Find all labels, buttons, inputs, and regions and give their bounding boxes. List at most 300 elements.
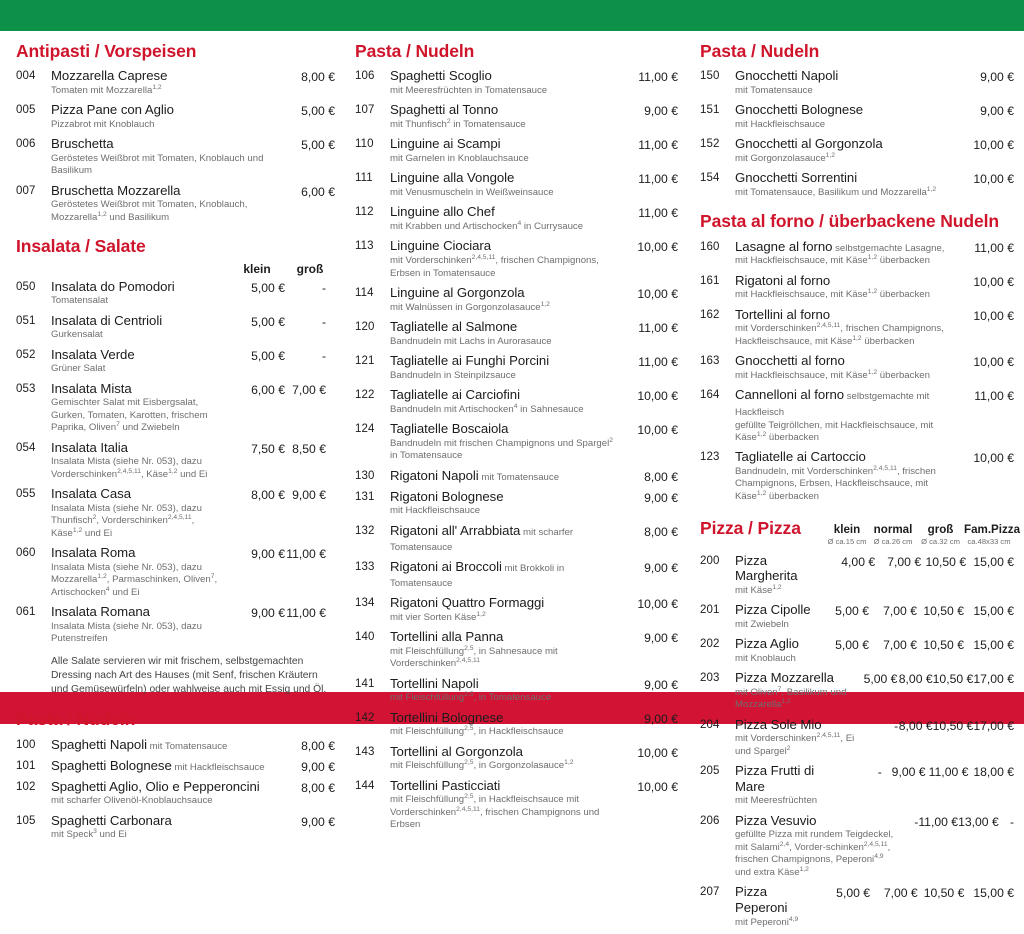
- item-name: Insalata Verde: [51, 346, 135, 362]
- item-body: [390, 102, 626, 131]
- item-body: [51, 813, 283, 842]
- item-price-large: -: [321, 280, 326, 295]
- item-price: 10,00 €: [637, 423, 678, 438]
- item-price-normal: 7,00 €: [883, 638, 917, 653]
- item-name: Cannelloni al forno selbstgemachte mit Hackfleisch: [735, 387, 930, 418]
- item-name: Tagliatelle ai Carciofini: [390, 387, 520, 403]
- item-name: Spaghetti Scoglio: [390, 68, 492, 84]
- item-description: mit Fleischfüllung$^{2,5}$, in Tomatensauce: [390, 691, 552, 704]
- item-price: 10,00 €: [637, 597, 678, 612]
- item-number: 121: [355, 355, 375, 368]
- item-number: 106: [355, 70, 375, 83]
- item-price: 9,00 €: [644, 490, 678, 505]
- item-price: 11,00 €: [638, 70, 678, 85]
- item-price-normal: 7,00 €: [883, 604, 917, 619]
- item-description: mit Fleischfüllung$^{2,5}$, in Gorgonzolasauce$^{1,2}$: [390, 759, 574, 772]
- menu-item: [700, 170, 1014, 199]
- menu-item: [355, 204, 678, 233]
- item-body: [735, 102, 962, 131]
- antipasti-item-list: [16, 68, 335, 224]
- item-number: 151: [700, 104, 720, 117]
- item-name: Insalata Romana: [51, 604, 150, 620]
- item-name: Tagliatelle ai Funghi Porcini: [390, 353, 550, 369]
- item-description: Gemischter Salat mit Eisbergsalat, Gurken, Tomaten, Karotten, frischem Paprika, Oliven$^7$ und Zwiebeln: [51, 397, 208, 434]
- item-number: 164: [700, 389, 720, 402]
- item-price: 11,00 €: [974, 389, 1014, 404]
- pizza-size-column-normal: [869, 524, 917, 547]
- item-number: 144: [355, 779, 375, 792]
- item-price-klein: 5,00 €: [836, 886, 871, 901]
- item-name: Linguine allo Chef: [390, 204, 495, 220]
- item-number: 100: [16, 738, 36, 751]
- item-price: 11,00 €: [638, 321, 678, 336]
- item-body: [390, 285, 626, 314]
- item-body: [390, 523, 626, 554]
- item-body: [735, 68, 962, 97]
- item-description: mit Garnelen in Knoblauchsauce: [390, 152, 529, 164]
- item-price-gross: 10,50 €: [925, 554, 967, 569]
- item-number: 114: [355, 287, 374, 299]
- item-number: 006: [16, 138, 36, 151]
- item-price-familie: 17,00 €: [973, 718, 1014, 733]
- item-number: 053: [16, 382, 36, 395]
- menu-item: [16, 604, 335, 646]
- menu-item: [16, 68, 335, 97]
- item-price-familie: -: [1009, 814, 1014, 829]
- menu-item: [355, 523, 678, 554]
- section-heading-pasta-al-forno: Pasta al forno / überbackene Nudeln: [700, 211, 999, 232]
- section-heading-antipasti: Antipasti / Vorspeisen: [16, 41, 197, 61]
- item-price: 11,00 €: [974, 240, 1014, 255]
- item-price-large: 8,50 €: [292, 441, 326, 456]
- item-price: 10,00 €: [637, 287, 678, 301]
- item-price: 9,00 €: [301, 814, 335, 829]
- item-inline-description: selbstgemachte mit Hackfleisch: [735, 391, 930, 418]
- menu-item: [355, 285, 678, 314]
- item-description: Tomaten mit Mozzarella$^{1,2}$: [51, 83, 162, 96]
- item-price-familie: 15,00 €: [973, 886, 1015, 901]
- item-body: [51, 68, 283, 97]
- menu-item: [16, 737, 335, 753]
- item-price-gross: 10,50 €: [932, 672, 974, 687]
- item-price: 10,00 €: [637, 389, 678, 404]
- item-name: Pizza Cipolle: [735, 602, 811, 618]
- menu-item: [16, 440, 335, 482]
- item-name: Insalata Mista: [51, 380, 132, 396]
- menu-item: [700, 884, 1014, 929]
- menu-item: [700, 239, 1014, 268]
- item-price-gross: 10,50 €: [923, 638, 964, 653]
- item-name: Spaghetti Napoli mit Tomatensauce: [51, 736, 228, 752]
- item-description: mit Hackfleischsauce, mit Käse$^{1,2}$ überbacken: [735, 254, 930, 267]
- menu-item: [700, 636, 1014, 665]
- item-description: mit Hackfleischsauce: [390, 505, 481, 517]
- item-name: Linguine alla Vongole: [390, 170, 515, 186]
- item-body: [735, 636, 825, 665]
- item-price-klein: 5,00 €: [863, 672, 898, 687]
- item-body: [735, 273, 962, 302]
- item-price: 9,00 €: [644, 677, 678, 692]
- item-description: mit Meeresfrüchten in Tomatensauce: [390, 84, 548, 96]
- item-name: Spaghetti Carbonara: [51, 812, 172, 828]
- item-number: 154: [700, 172, 720, 185]
- menu-item: [16, 102, 335, 131]
- pasta-item-list-1: [16, 737, 335, 842]
- item-number: 161: [700, 274, 720, 287]
- item-price: 9,00 €: [644, 711, 678, 726]
- menu-item: [355, 353, 678, 382]
- menu-item: [700, 353, 1014, 382]
- item-description: Insalata Mista (siehe Nr. 053), dazu Mozzarella$^{1,2}$, Parmaschinken, Oliven$^7$, Artischocken$^4$ und Ei: [51, 561, 218, 598]
- item-body: [390, 559, 626, 590]
- item-name: Pizza Mozzarella: [735, 670, 834, 686]
- item-price-large: 9,00 €: [292, 488, 326, 503]
- item-body: [51, 440, 229, 482]
- item-name: Gnocchetti Bolognese: [735, 102, 864, 118]
- item-description: mit Hackfleischsauce, mit Käse$^{1,2}$ überbacken: [735, 368, 930, 381]
- item-description: mit Fleischfüllung$^{2,5}$, in Sahnesauce mit Vorderschinken$^{2,4,5,11}$: [390, 644, 558, 670]
- item-name: Tortellini al Gorgonzola: [390, 743, 523, 759]
- item-price-klein: 5,00 €: [835, 604, 869, 619]
- menu-item: [700, 602, 1014, 631]
- item-inline-description: mit Brokkoli in Tomatensauce: [390, 562, 565, 590]
- item-number: 105: [16, 814, 36, 827]
- item-description: mit Fleischfüllung$^{2,5}$, in Hackfleischsauce: [390, 725, 564, 738]
- item-description: Insalata Mista (siehe Nr. 053), dazu Putenstreifen: [51, 620, 202, 645]
- item-price-familie: 18,00 €: [973, 765, 1015, 780]
- item-description: mit vier Sorten Käse$^{1,2}$: [390, 610, 486, 623]
- item-number: 122: [355, 389, 375, 402]
- item-price-gross: 10,50 €: [932, 718, 974, 733]
- item-name: Pizza Margherita: [735, 552, 798, 584]
- menu-item: [700, 307, 1014, 349]
- item-name: Lasagne al forno selbstgemachte Lasagne,: [735, 238, 945, 254]
- item-body: [51, 183, 283, 225]
- menu-item: [16, 381, 335, 435]
- item-name: Pizza Sole Mio: [735, 716, 822, 732]
- item-name: Tagliatelle al Salmone: [390, 319, 518, 335]
- item-name: Tortellini alla Panna: [390, 629, 504, 645]
- item-price-gross: 10,50 €: [923, 604, 964, 619]
- pizza-size-label: groß: [927, 522, 954, 536]
- item-price: 9,00 €: [644, 631, 678, 646]
- item-price: 10,00 €: [973, 274, 1014, 289]
- item-price: 9,00 €: [644, 104, 678, 119]
- item-name: Linguine ai Scampi: [390, 136, 501, 152]
- item-price-klein: -: [894, 718, 899, 733]
- item-price-small: 9,00 €: [251, 547, 285, 562]
- item-number: 051: [16, 314, 36, 327]
- item-number: 111: [355, 172, 373, 185]
- item-description: Bandnudeln mit Lachs in Aurorasauce: [390, 335, 552, 347]
- item-description: mit Vorderschinken$^{2,4,5,11}$, frischen Champignons, Erbsen in Tomatensauce: [390, 253, 599, 279]
- item-description: mit Tomatensauce, Basilikum und Mozzarella$^{1,2}$: [735, 185, 937, 198]
- item-number: 162: [700, 308, 720, 321]
- item-body: [51, 279, 229, 308]
- item-name: Gnocchetti Sorrentini: [735, 170, 858, 186]
- menu-item: [16, 183, 335, 225]
- item-description: Bandnudeln, mit Vorderschinken$^{2,4,5,11}$, frischen Champignons, Erbsen, Hackfleischsauce, mit Käse$^{1,2}$ überbacken: [735, 464, 936, 502]
- item-name: Insalata di Centrioli: [51, 312, 163, 328]
- section-heading-pasta-3: Pasta / Nudeln: [700, 41, 820, 61]
- pizza-item-list: [700, 553, 1014, 929]
- pizza-size-column-fampizza: [964, 522, 1021, 547]
- menu-item: [700, 670, 1014, 712]
- menu-item: [355, 387, 678, 416]
- menu-item: [16, 279, 335, 308]
- item-price-gross: 10,50 €: [923, 886, 965, 901]
- item-description: Grüner Salat: [51, 363, 106, 375]
- item-body: [735, 602, 825, 631]
- menu-item: [355, 102, 678, 131]
- salad-header-gross: groß: [296, 261, 324, 276]
- salad-item-list: [16, 279, 335, 646]
- item-description: mit Speck$^3$ und Ei: [51, 828, 127, 841]
- item-body: [735, 884, 826, 929]
- gnocchetti-item-list: [700, 68, 1014, 199]
- item-name: Rigatoni al forno: [735, 272, 831, 288]
- menu-item: [16, 313, 335, 342]
- item-description: mit Walnüssen in Gorgonzolasauce$^{1,2}$: [390, 300, 550, 313]
- item-description: mit Krabben und Artischocken$^4$ in Currysauce: [390, 219, 584, 233]
- item-body: [51, 779, 283, 808]
- item-description: Pizzabrot mit Knoblauch: [51, 118, 155, 130]
- item-body: [735, 170, 962, 199]
- section-heading-pasta-1: Pasta / Nudeln: [16, 709, 136, 730]
- item-body: [390, 353, 626, 382]
- item-description: Bandnudeln mit Artischocken$^4$ in Sahnesauce: [390, 402, 584, 415]
- menu-item: [355, 136, 678, 165]
- item-body: [735, 670, 864, 712]
- item-number: 204: [700, 718, 720, 731]
- item-number: 142: [355, 711, 375, 724]
- item-price: 11,00 €: [638, 206, 678, 221]
- item-number: 163: [700, 355, 720, 368]
- item-price-small: 6,00 €: [251, 382, 285, 397]
- menu-item: [355, 744, 678, 773]
- item-number: 200: [700, 554, 720, 567]
- item-price: 10,00 €: [973, 138, 1014, 153]
- item-body: [390, 136, 626, 165]
- item-number: 150: [700, 70, 720, 83]
- section-heading-insalata: Insalata / Salate: [16, 236, 146, 257]
- menu-item: [355, 559, 678, 590]
- menu-item: [16, 347, 335, 376]
- menu-item: [355, 629, 678, 671]
- item-description: Bandnudeln mit frischen Champignons und Spargel$^2$ in Tomatensauce: [390, 436, 613, 462]
- item-body: [390, 595, 626, 624]
- item-price: 10,00 €: [973, 308, 1014, 323]
- item-price: 11,00 €: [638, 172, 678, 187]
- item-description: mit Peperoni$^{4,9}$: [735, 915, 799, 928]
- item-price: 8,00 €: [301, 738, 335, 753]
- item-number: 120: [355, 321, 375, 334]
- item-name: Insalata do Pomodori: [51, 278, 175, 294]
- item-number: 124: [355, 423, 375, 436]
- menu-columns: [0, 31, 1024, 928]
- item-price: 8,00 €: [301, 70, 335, 85]
- item-name: Bruschetta Mozzarella: [51, 182, 181, 198]
- item-body: [735, 553, 833, 598]
- item-price: 8,00 €: [301, 780, 335, 795]
- item-body: [735, 717, 867, 759]
- item-price: 10,00 €: [637, 745, 678, 760]
- item-number: 207: [700, 886, 720, 899]
- menu-column-right: [690, 31, 1024, 934]
- pizza-size-label: klein: [833, 522, 861, 536]
- menu-item: [355, 676, 678, 705]
- item-name: Insalata Casa: [51, 486, 131, 502]
- menu-item: [700, 102, 1014, 131]
- item-body: [735, 387, 962, 444]
- item-name: Rigatoni Quattro Formaggi: [390, 595, 545, 611]
- item-price-large: -: [321, 348, 326, 363]
- menu-item: [355, 319, 678, 348]
- item-body: [51, 313, 229, 342]
- item-price-normal: 9,00 €: [891, 765, 926, 780]
- item-price-large: 11,00 €: [286, 547, 326, 562]
- item-number: 055: [16, 488, 36, 501]
- item-name: Tagliatelle Boscaiola: [390, 421, 509, 437]
- item-description: mit Hackfleischsauce, mit Käse$^{1,2}$ überbacken: [735, 288, 930, 301]
- item-name: Bruschetta: [51, 136, 114, 152]
- section-heading-pasta-2: Pasta / Nudeln: [355, 41, 475, 61]
- menu-item: [700, 553, 1014, 598]
- item-inline-description: selbstgemachte Lasagne,: [832, 242, 945, 254]
- item-price: 9,00 €: [980, 104, 1014, 119]
- pizza-size-label: normal: [873, 522, 913, 536]
- menu-item: [16, 545, 335, 599]
- item-body: [51, 136, 283, 178]
- item-number: 206: [700, 814, 720, 827]
- item-body: [735, 813, 905, 879]
- item-name: Gnocchetti Napoli: [735, 68, 839, 84]
- item-name: Rigatoni ai Broccoli mit Brokkoli in Tomatensauce: [390, 558, 565, 590]
- item-price: 11,00 €: [638, 138, 678, 153]
- item-price: 11,00 €: [638, 355, 678, 370]
- item-price-small: 5,00 €: [251, 348, 285, 363]
- item-price-klein: 5,00 €: [835, 638, 869, 653]
- item-number: 202: [700, 638, 720, 651]
- item-name: Spaghetti Aglio, Olio e Pepperoncini: [51, 778, 260, 794]
- item-name: Mozzarella Caprese: [51, 68, 168, 84]
- item-description: mit Hackfleischsauce: [735, 118, 826, 130]
- item-number: 005: [16, 104, 36, 117]
- item-body: [51, 604, 229, 646]
- item-number: 110: [355, 138, 374, 151]
- item-name: Spaghetti al Tonno: [390, 102, 499, 118]
- item-price-normal: 7,00 €: [883, 886, 918, 901]
- item-body: [51, 486, 229, 540]
- item-name: Insalata Italia: [51, 439, 128, 455]
- item-description: mit Käse$^{1,2}$: [735, 583, 782, 596]
- item-price-normal: 7,00 €: [887, 554, 922, 569]
- item-number: 141: [355, 677, 375, 690]
- item-description: gefüllte Pizza mit rundem Teigdeckel, mit Salami$^{2,4}$, Vorder-schinken$^{2,4,5,11}$, frischen Champignons, Peperoni$^{4,9}$ und extra Käse$^{1,2}$: [735, 829, 894, 878]
- item-description: Gurkensalat: [51, 329, 103, 341]
- item-number: 101: [16, 759, 36, 772]
- item-description: Insalata Mista (siehe Nr. 053), dazu Thunfisch$^2$, Vorderschinken$^{2,4,5,11}$, Käse$^{1,2}$ und Ei: [51, 502, 202, 539]
- pasta-item-list-2: [355, 68, 678, 832]
- menu-item: [700, 449, 1014, 503]
- item-price: 10,00 €: [973, 451, 1014, 466]
- item-name: Pizza Vesuvio: [735, 812, 817, 828]
- menu-item: [700, 68, 1014, 97]
- item-body: [390, 629, 626, 671]
- menu-item: [355, 778, 678, 832]
- item-description: Tomatensalat: [51, 295, 109, 307]
- item-number: 052: [16, 348, 36, 361]
- item-number: 007: [16, 184, 36, 197]
- item-body: [390, 744, 626, 773]
- item-description: Geröstetes Weißbrot mit Tomaten, Knoblauch und Basilikum: [51, 152, 264, 177]
- item-name: Pizza Peperoni: [735, 884, 788, 915]
- item-body: [51, 381, 229, 435]
- item-body: [390, 68, 626, 97]
- item-description: mit Knoblauch: [735, 652, 796, 664]
- pasta-al-forno-item-list: [700, 239, 1014, 504]
- item-body: [390, 238, 626, 280]
- item-inline-description: mit Hackfleischsauce: [171, 761, 265, 773]
- item-number: 113: [355, 240, 374, 253]
- item-description: mit Thunfisch$^2$ in Tomatensauce: [390, 117, 526, 130]
- item-number: 102: [16, 780, 36, 793]
- pizza-size-label: Fam.Pizza: [964, 522, 1021, 536]
- item-number: 134: [355, 597, 375, 610]
- item-price-klein: 4,00 €: [841, 554, 876, 569]
- item-name: Rigatoni Napoli mit Tomatensauce: [390, 467, 560, 483]
- item-number: 050: [16, 280, 36, 293]
- item-number: 131: [355, 490, 375, 503]
- item-description: mit Gorgonzolasauce$^{1,2}$: [735, 151, 835, 164]
- item-body: [51, 347, 229, 376]
- pizza-size-column-gro: [917, 524, 964, 547]
- item-price-familie: 15,00 €: [973, 638, 1014, 653]
- top-green-band: [0, 0, 1024, 31]
- item-body: [390, 387, 626, 416]
- pizza-size-column-klein: [825, 524, 869, 547]
- item-number: 061: [16, 606, 36, 619]
- item-price: 8,00 €: [644, 524, 678, 539]
- item-body: [735, 136, 962, 165]
- item-price-gross: 11,00 €: [928, 765, 969, 780]
- item-name: Tortellini Pasticciati: [390, 777, 501, 793]
- item-price-familie: 15,00 €: [973, 554, 1015, 569]
- item-description: mit Fleischfüllung$^{2,5}$, in Hackfleischsauce mit Vorderschinken$^{2,4,5,11}$, frischen Champignons und Erbsen: [390, 793, 600, 831]
- item-price-small: 8,00 €: [251, 488, 285, 503]
- menu-item: [16, 813, 335, 842]
- item-number: 060: [16, 547, 36, 560]
- item-number: 160: [700, 240, 720, 253]
- item-description: mit Zwiebeln: [735, 618, 789, 630]
- item-price-klein: -: [914, 814, 919, 829]
- menu-item: [700, 763, 1014, 808]
- item-price: 5,00 €: [301, 138, 335, 153]
- item-body: [390, 468, 626, 484]
- item-body: [735, 239, 962, 268]
- menu-item: [355, 710, 678, 739]
- salad-header-klein: klein: [243, 261, 271, 276]
- item-price-small: 9,00 €: [251, 606, 285, 621]
- item-number: 132: [355, 524, 375, 537]
- menu-item: [16, 136, 335, 178]
- item-price-familie: 17,00 €: [973, 672, 1014, 687]
- item-price: 6,00 €: [301, 184, 335, 199]
- item-price: 9,00 €: [301, 759, 335, 774]
- item-body: [390, 421, 626, 463]
- item-body: [390, 778, 626, 832]
- item-name: Tortellini Bolognese: [390, 709, 504, 725]
